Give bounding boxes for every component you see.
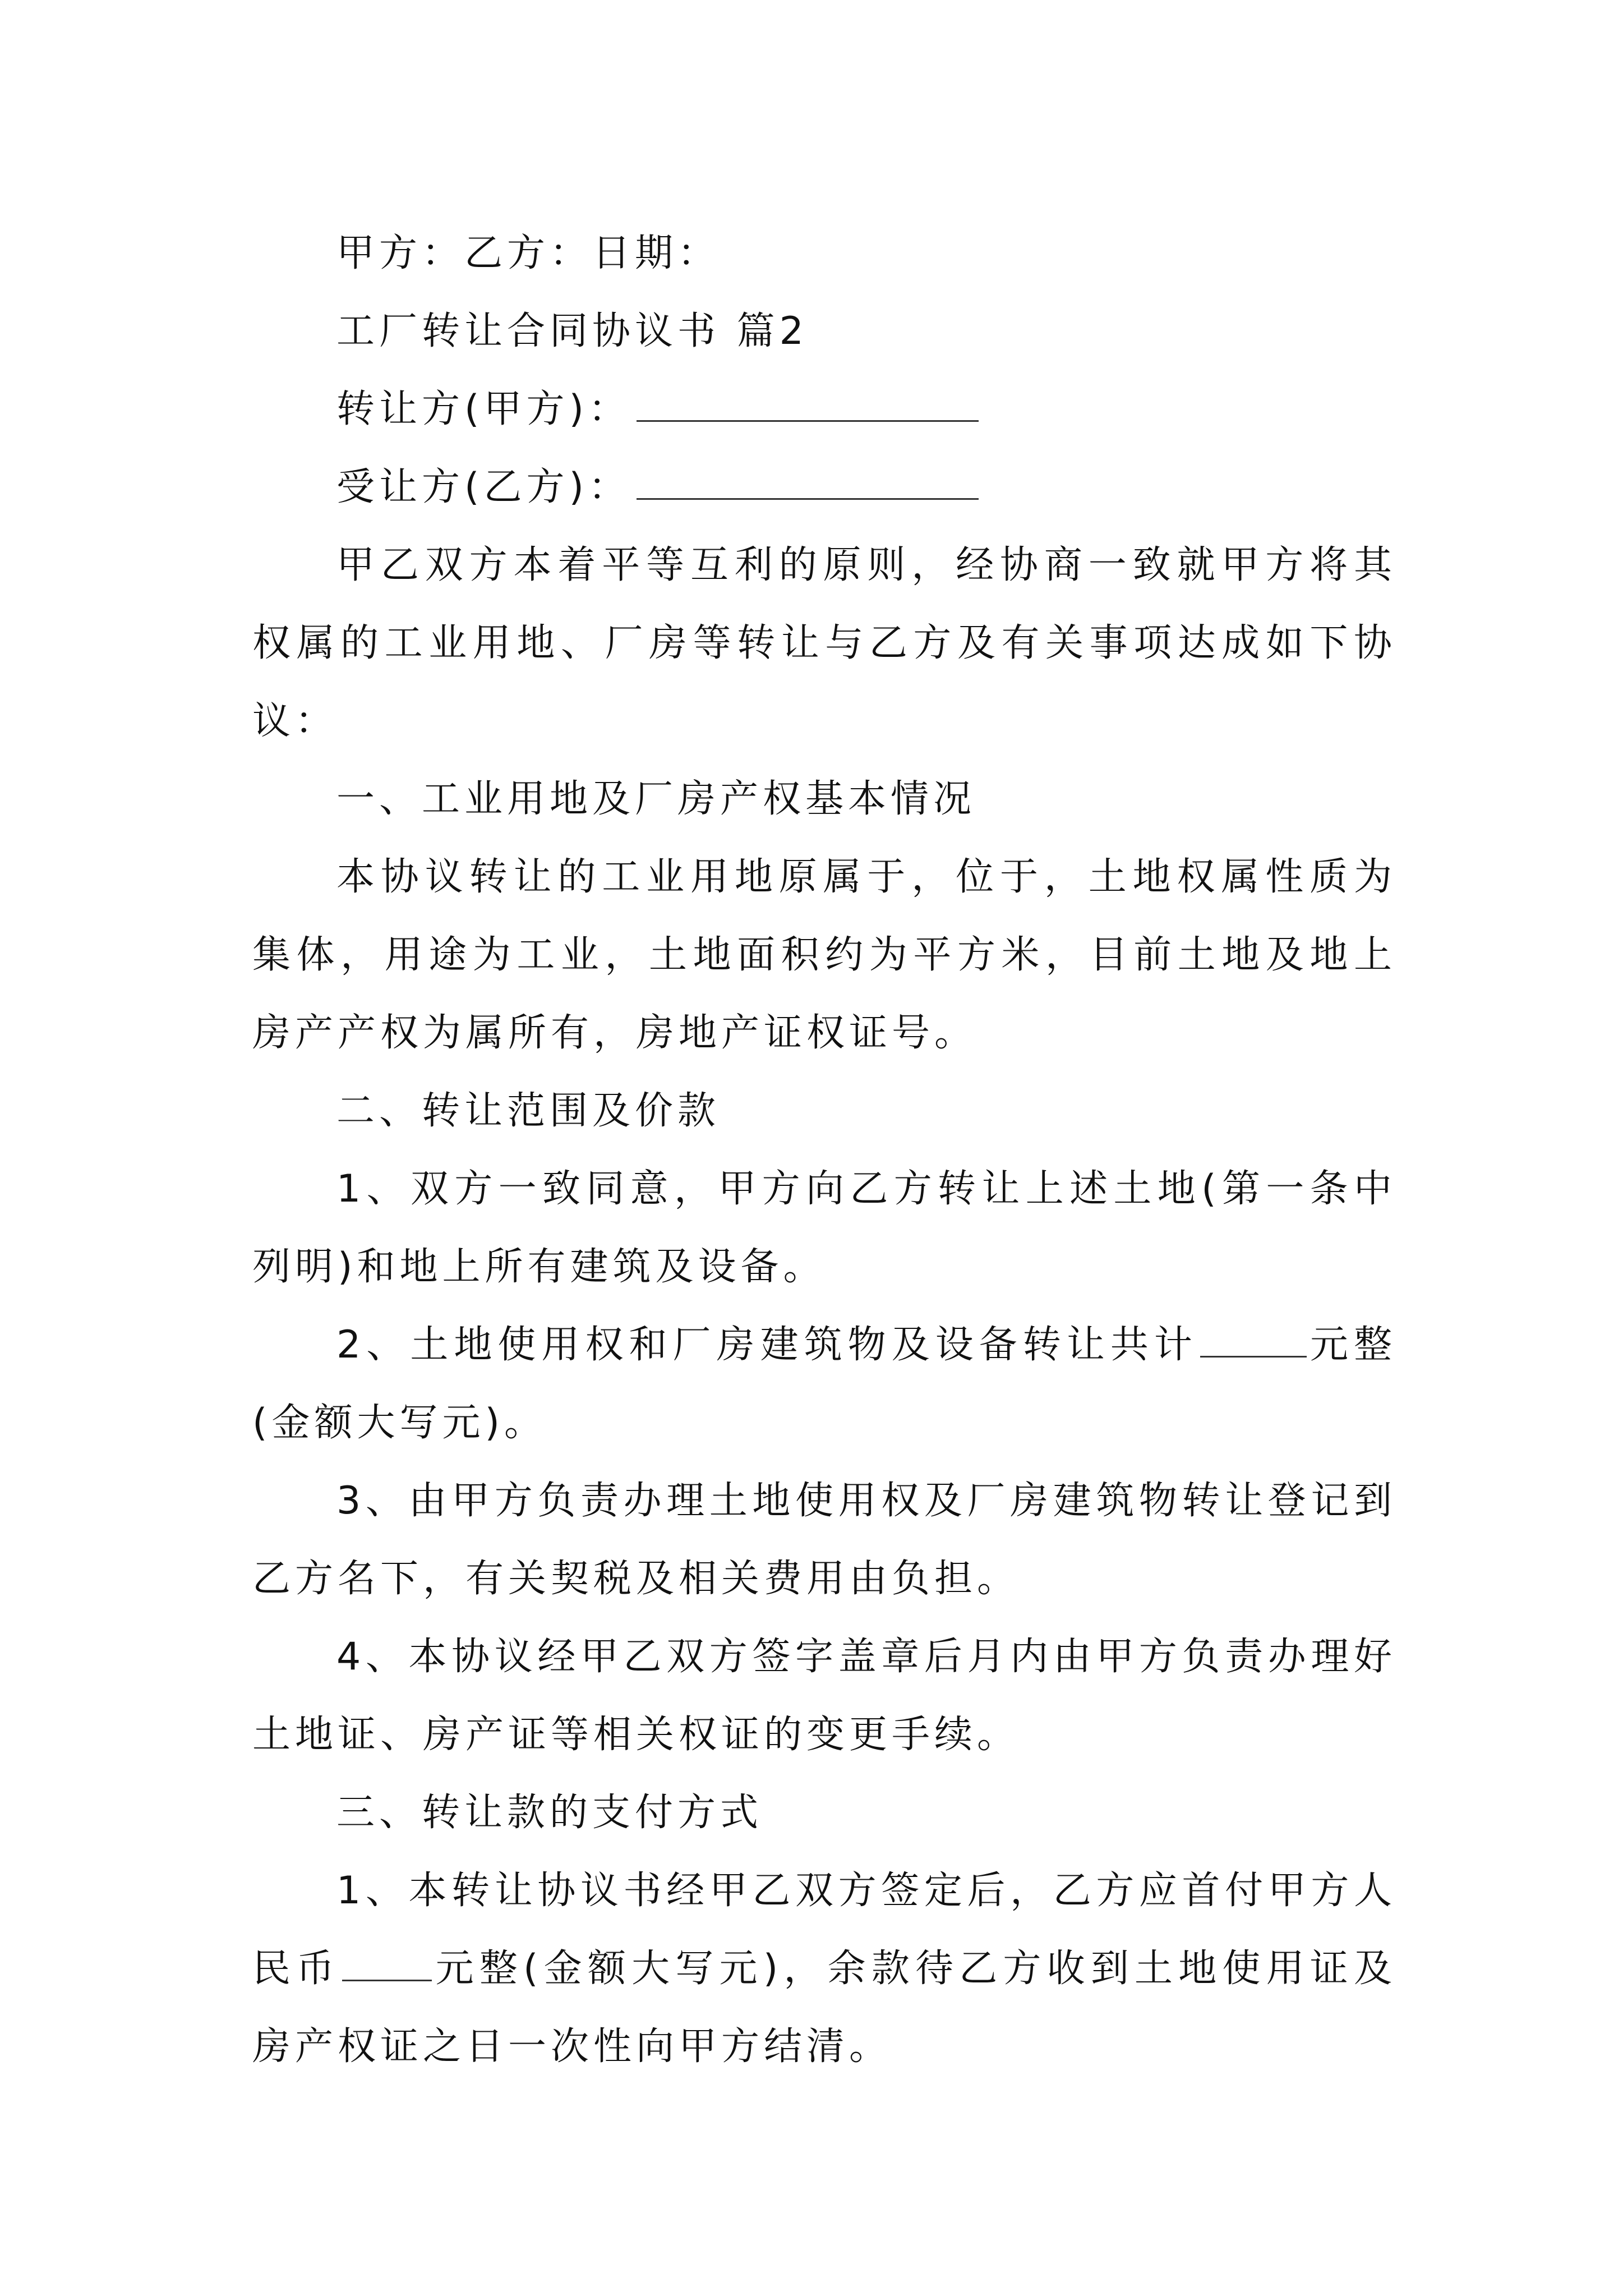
transferor-line <box>252 370 1396 448</box>
section2-item4: 4、本协议经甲乙双方签字盖章后月内由甲方负责办理好土地证、房产证等相关权证的变更手续。 <box>252 1635 1396 1757</box>
section2-item2-text-after: 元整(金额大写元)。 <box>252 1323 1396 1445</box>
section3-item1-text-after: 元整(金额大写元)，余款待乙方收到土地使用证及房产权证之日一次性向甲方结清。 <box>252 1947 1396 2069</box>
transferor-blank <box>637 375 979 422</box>
down-payment-blank <box>342 1935 432 1981</box>
section1-body: 本协议转让的工业用地原属于，位于，土地权属性质为集体，用途为工业，土地面积约为平方米，目前土地及地上房产产权为属所有，房地产证权证号。 <box>252 855 1396 1055</box>
transferee-line <box>252 448 1396 526</box>
transferor-label: 转让方(甲方)： <box>336 387 631 431</box>
document-title: 工厂转让合同协议书 篇2 <box>336 309 808 353</box>
section3-heading: 三、转让款的支付方式 <box>336 1791 763 1835</box>
section3-item1 <box>252 1852 1396 2086</box>
section3-item1-text-before: 1、本转让协议书经甲乙双方签定后，乙方应首付甲方人民币 <box>252 1869 1396 1991</box>
section2-item3: 3、由甲方负责办理土地使用权及厂房建筑物转让登记到乙方名下，有关契税及相关费用由负担。 <box>252 1479 1396 1601</box>
section1-heading: 一、工业用地及厂房产权基本情况 <box>336 777 976 821</box>
transferee-label: 受让方(乙方)： <box>336 465 631 509</box>
section2-item1: 1、双方一致同意，甲方向乙方转让上述土地(第一条中列明)和地上所有建筑及设备。 <box>252 1167 1396 1289</box>
price-blank <box>1200 1311 1307 1358</box>
intro-paragraph: 甲乙双方本着平等互利的原则，经协商一致就甲方将其权属的工业用地、厂房等转让与乙方及有关事项达成如下协议： <box>252 543 1396 743</box>
section2-item2-text-before: 2、土地使用权和厂房建筑物及设备转让共计 <box>336 1323 1198 1367</box>
section2-heading: 二、转让范围及价款 <box>336 1089 721 1133</box>
transferee-blank <box>637 453 979 500</box>
signature-line: 甲方：乙方：日期： <box>336 231 721 275</box>
section2-item2 <box>252 1306 1396 1462</box>
document-body <box>252 214 1396 2086</box>
